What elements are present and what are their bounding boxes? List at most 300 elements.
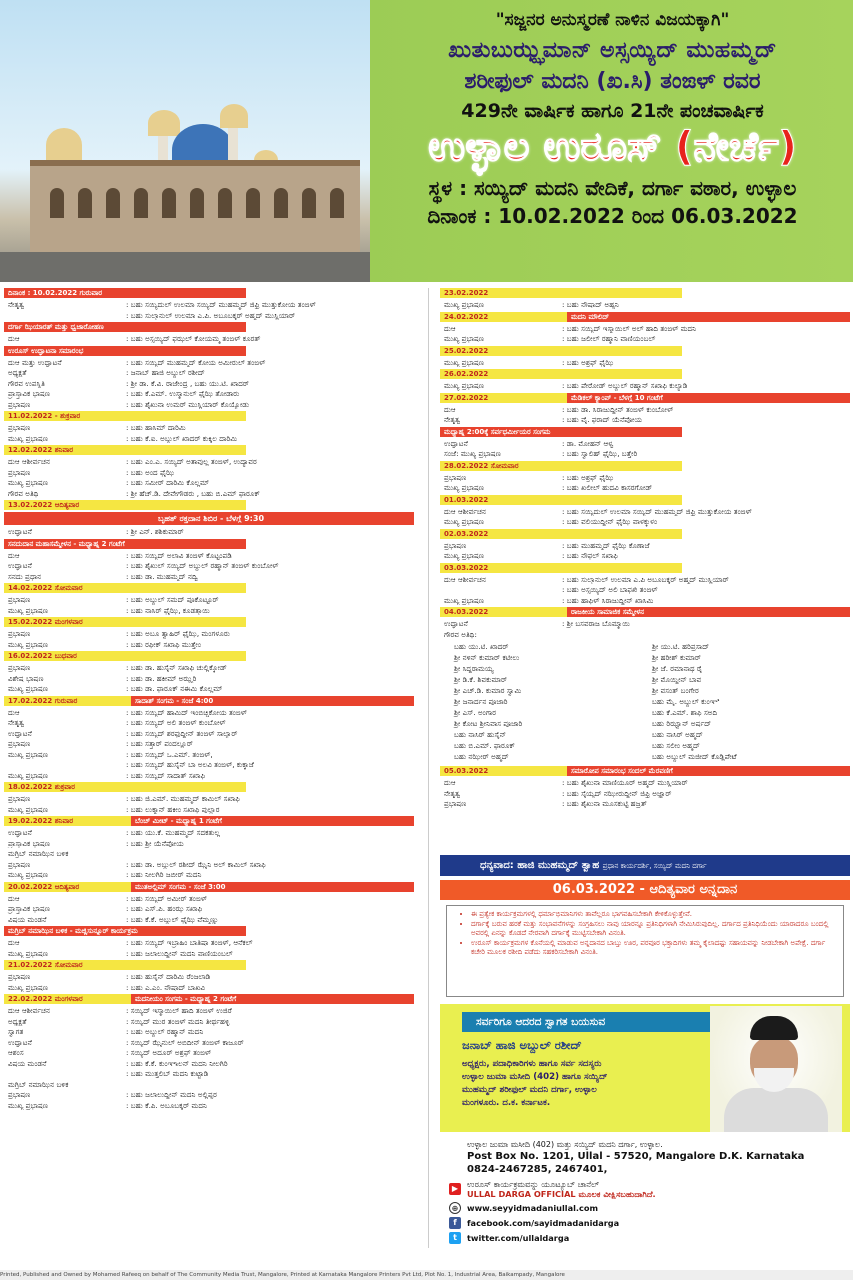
schedule-row bbox=[4, 717, 414, 728]
guest-name: ಶ್ರೀ ನಳಿನ್ ಕುಮಾರ್ ಕಟೀಲು bbox=[454, 653, 520, 662]
schedule-row bbox=[4, 560, 414, 571]
row-person: : ಬಹು ಸಯ್ಯಿದುಲ್ ಉಲಮಾ ಸಯ್ಯಿದ್ ಮುಹಮ್ಮದ್ ಜಿಫ್ರಿ ಮುತ್ತುಕೋಯ ತಂಙಳ್ bbox=[126, 300, 316, 309]
row-person: : ಬಹು ಸಯ್ಯಿದ್ ಹುಸೈನ್ ಬಾ ಅಲವಿ ತಂಙಳ್, ಕುಕ್ಕಾಜೆ bbox=[126, 760, 254, 769]
schedule-row bbox=[440, 299, 850, 310]
guest-name: ಬಹು ಅಬ್ದುಲ್ ಮಜೀದ್ ಕೊಡ್ಲಿಪೇಟೆ bbox=[652, 752, 737, 761]
guest-name: ಶ್ರೀ ಹರೀಶ್ ಕುಮಾರ್ bbox=[652, 653, 702, 662]
guest-name: ಬಹು ರಿಝ್ವಾನ್ ಅರ್ಷದ್ bbox=[652, 719, 712, 728]
row-role: ಪ್ರಭಾಷಣ bbox=[8, 423, 31, 432]
row-role: ದುಆ ಆಶೀರ್ವಚನ bbox=[8, 1006, 50, 1015]
schedule-row bbox=[4, 639, 414, 650]
print-footer: Printed, Published and Owned by Mohamed Rafeeq on behalf of The Community Media Trust, Mangalore, Printed at Karnataka Mangalore Printers Pvt Ltd, Plot No. 1, Industrial Area, Baikampady, Mangalore bbox=[0, 1270, 853, 1280]
row-role: ಮುಖ್ಯ ಪ್ರಭಾಷಣ bbox=[8, 770, 48, 780]
schedule-section bbox=[4, 696, 414, 781]
row-person: : ಬಹು ಲುಕ್ಮಾನ್ ಹಕೀಂ ಸಖಾಫಿ ಪುಲ್ಲಾರ bbox=[126, 804, 220, 814]
row-role: ದುಆ bbox=[444, 323, 456, 333]
schedule-row bbox=[440, 516, 850, 527]
section-date: 04.03.2022 bbox=[440, 607, 567, 617]
section-header bbox=[4, 882, 414, 892]
host-line: ಮಂಗಳೂರು. ದ.ಕ. ಕರ್ನಾಟಕ. bbox=[462, 1098, 551, 1108]
row-role: ಸಂಜೆ: ಮುಖ್ಯ ಪ್ರಭಾಷಣ bbox=[444, 449, 501, 458]
schedule-row bbox=[4, 422, 414, 433]
row-person: : ಬಹು ಡಾ. ಅಬ್ದುಲ್ ರಶೀದ್ ಝೈನಿ ಅಲ್ ಕಾಮಿಲ್ ಸಖಾಫಿ bbox=[126, 859, 266, 869]
schedule-row bbox=[4, 848, 414, 859]
schedule-row bbox=[4, 628, 414, 639]
row-role: ಪ್ರಭಾಷಣ bbox=[8, 859, 31, 869]
row-role: ಪ್ರಾಸ್ತಾವಿಕ ಭಾಷಣ bbox=[8, 904, 51, 913]
row-role bbox=[4, 310, 126, 321]
row-role: ಪ್ರಭಾಷಣ bbox=[444, 799, 467, 808]
schedule-section bbox=[4, 651, 414, 694]
host-name: ಜನಾಬ್ ಹಾಜಿ ಅಬ್ದುಲ್ ರಶೀದ್ bbox=[462, 1038, 582, 1052]
schedule-row bbox=[4, 550, 414, 561]
row-person: : ಸಯ್ಯಿದ್ ಅದೂರ್ ಅಶ್ರಫ್ ತಂಙಳ್ bbox=[126, 1048, 212, 1057]
schedule-section bbox=[4, 782, 414, 814]
twitter-icon: t bbox=[449, 1232, 461, 1244]
row-person: : ಬಹು ಸುಲ್ತಾನುಲ್ ಉಲಮಾ ಎ.ಪಿ. ಅಬೂಬಕ್ಕರ್ ಅಹ್ಮದ್ ಮುಸ್ಲಿಯಾರ್ bbox=[126, 310, 296, 320]
row-role: ದುಆ ಆಶೀರ್ವಚನ bbox=[8, 457, 50, 466]
row-person: : ಬಹು ಎಸ್.ಪಿ. ಹಂಝ ಸಖಾಫಿ bbox=[126, 904, 203, 913]
row-role: ಮುಖ್ಯ ಪ್ರಭಾಷಣ bbox=[444, 483, 484, 492]
welcome-title: ಸರ್ವರಿಗೂ ಆದರದ ಸ್ವಾಗತ ಬಯಸುವ bbox=[462, 1012, 712, 1032]
section-header: 21.02.2022 ಸೋಮವಾರ bbox=[4, 960, 246, 970]
schedule-section bbox=[440, 393, 850, 425]
schedule-row bbox=[4, 1058, 414, 1069]
saint-name-line2: ಶರೀಫುಲ್ ಮದನಿ (ಖ.ಸಿ) ತಂಙಳ್ ರವರ bbox=[464, 69, 761, 94]
row-role: ಆಶಂಸ bbox=[8, 1048, 24, 1057]
thanks-label: ಧನ್ಯವಾದ: ಹಾಜಿ ಮುಹಮ್ಮದ್ ತ್ವಾಹ bbox=[480, 860, 600, 871]
host-portrait bbox=[710, 1006, 842, 1132]
row-role: ಪ್ರಾಸ್ತಾವಿಕ ಭಾಷಣ bbox=[8, 389, 51, 398]
thanks-bar bbox=[440, 855, 850, 876]
schedule-row bbox=[440, 777, 850, 788]
row-person: : ಬಹು ಕೆ.ಕೆ. ಅಬ್ದುಲ್ ಫೈಝಿ ವೆಮ್ಮಣ್ಣು bbox=[126, 914, 219, 924]
contact-org: ಉಳ್ಳಾಲ ಜುಮಾ ಮಸೀದಿ (402) ಮತ್ತು ಸಯ್ಯಿದ್ ಮದನಿ ದರ್ಗಾ, ಉಳ್ಳಾಲ. bbox=[467, 1140, 663, 1149]
section-header bbox=[4, 816, 414, 826]
schedule-row bbox=[4, 1037, 414, 1048]
schedule-row bbox=[440, 788, 850, 799]
schedule-row bbox=[4, 707, 414, 718]
section-header: 23.02.2022 bbox=[440, 288, 682, 298]
row-role: ಮುಖ್ಯ ಪ್ರಭಾಷಣ bbox=[8, 870, 48, 879]
host-line: ಉಳ್ಳಾಲ ಜುಮಾ ಮಸೀದಿ (402) ಹಾಗೂ ಸಯ್ಯಿದ್ bbox=[462, 1072, 608, 1082]
row-person: : ಬಹು ಸಯ್ಯಿದ್ ಅಲಾವಿ ತಂಙಳ್ ಕೊಟ್ಟಂಪಡಿ bbox=[126, 550, 232, 560]
schedule-section bbox=[4, 500, 414, 510]
schedule-row bbox=[4, 477, 414, 488]
schedule-row bbox=[4, 903, 414, 914]
schedule-row bbox=[4, 683, 414, 694]
row-person: : ಶ್ರೀ ಹೆಚ್.ಡಿ. ದೇವೇಗೌಡರು , ಬಹು ಬಿ.ಎಮ್ ಫಾರೂಕ್ bbox=[126, 488, 260, 498]
guest-name: ಬಹು ನಝೀರ್ ಅಹ್ಮದ್ bbox=[454, 752, 509, 761]
row-person: : ಬಹು ಸಯ್ಯಿದುಲ್ ಉಲಮಾ ಸಯ್ಯಿದ್ ಮುಹಮ್ಮದ್ ಜಿಫ್ರಿ ಮುತ್ತುಕೋಯ ತಂಙಳ್ bbox=[562, 506, 752, 516]
row-person: : ಬಹು ನೀಲಗಿರಿ ಜಬೀರ್ ಮದನಿ bbox=[126, 870, 202, 879]
row-person: : ಜನಾಬ್ ಹಾಜಿ ಅಬ್ದುಲ್ ರಶೀದ್ bbox=[126, 368, 205, 377]
schedule-row bbox=[440, 506, 850, 517]
schedule-row bbox=[4, 299, 414, 310]
header-banner bbox=[0, 0, 853, 282]
host-line: ಅಧ್ಯಕ್ಷರು, ಪದಾಧಿಕಾರಿಗಳು ಹಾಗೂ ಸರ್ವ ಸದಸ್ಯರು bbox=[462, 1059, 602, 1069]
row-role: ಸನದು ಪ್ರಧಾನ bbox=[8, 571, 42, 581]
schedule-row bbox=[4, 662, 414, 673]
section-header: 03.03.2022 bbox=[440, 563, 682, 573]
row-person: : ಬಹು ಅಬೂ ತ್ವಾಹಿರ್ ಫೈಝಿ, ಮಂಗಳೂರು bbox=[126, 629, 230, 638]
row-person: : ಬಹು ಸಯ್ಯಿದ್ ಹಾಮಿದ್ ಇಂಬಿಚ್ಚಿಕೋಯ ತಂಙಳ್ bbox=[126, 707, 247, 717]
schedule-row bbox=[440, 629, 850, 640]
section-header: 26.02.2022 bbox=[440, 369, 682, 379]
section-header: ಮಧ್ಯಾಹ್ನ 2:00ಕ್ಕೆ ಸರ್ವಧರ್ಮೀಯರ ಸಂಗಮ bbox=[440, 427, 682, 437]
section-date: 22.02.2022 ಮಂಗಳವಾರ bbox=[4, 994, 131, 1004]
schedule-row bbox=[440, 323, 850, 334]
row-role: ದುಆ bbox=[8, 938, 20, 947]
schedule-row bbox=[4, 673, 414, 684]
schedule-row bbox=[4, 1005, 414, 1016]
schedule-row bbox=[4, 914, 414, 925]
row-person: : ಬಹು ಎಂ.ಎ. ಸಯ್ಯಿದ್ ಅತಾವುಲ್ಲ ತಂಙಳ್, ಉದ್ಯಾವರ bbox=[126, 457, 257, 466]
schedule-row bbox=[440, 357, 850, 368]
twitter-row[interactable] bbox=[449, 1232, 829, 1244]
section-event: ರಾಜಕೀಯ ಸಾಮಾಜಿಕ ಸಮ್ಮೇಳನ bbox=[567, 607, 850, 617]
row-role: ಮುಖ್ಯ ಪ್ರಭಾಷಣ bbox=[8, 982, 48, 992]
facebook-icon: f bbox=[449, 1217, 461, 1229]
row-person: : ಬಹು ಸಯ್ಯಿದ್ ಸಾದಾತ್ ಸಖಾಫಿ bbox=[126, 770, 206, 780]
section-header: 01.03.2022 bbox=[440, 495, 682, 505]
row-role: ಪ್ರಭಾಷಣ bbox=[8, 1090, 31, 1099]
host-line: ಮುಹಮ್ಮದ್ ಶರೀಫುಲ್ ಮದನಿ ದರ್ಗಾ, ಉಳ್ಳಾಲ bbox=[462, 1085, 597, 1095]
section-header: 18.02.2022 ಶುಕ್ರವಾರ bbox=[4, 782, 246, 792]
section-date: 05.03.2022 bbox=[440, 766, 567, 776]
twitter-link[interactable]: twitter.com/ullaldarga bbox=[467, 1233, 570, 1243]
note-item: • ದರ್ಗಾಕ್ಕೆ ಬರುವ ಹರಕೆ ಮತ್ತು ಸಂಭಾವನೆಗಳನ್ನು ಸಂಗ್ರಹಿಸಲು ನಾವು ಯಾರನ್ನೂ ಪ್ರತಿನಿಧಿಗಳಾಗಿ ನೇಮಿಸಿರುವುದಿಲ್ಲ. ದರ್ಗಾದ ಪ್ರತಿನಿಧಿಯೆಂದು ಯಾರಾದರೂ ಬಂದಲ್ಲಿ ಅವರಲ್ಲಿ ಏನನ್ನು ಕೊಡದೆ ನೇರವಾಗಿ ದರ್ಗಾಕ್ಕೆ ಮುಟ್ಟಿಸಬೇಕಾಗಿ ವಿನಂತಿ. bbox=[471, 920, 837, 939]
row-person: : ಶ್ರೀ ಎನ್. ಶಶಿಕುಮಾರ್ bbox=[126, 527, 184, 536]
section-date: 27.02.2022 bbox=[440, 393, 567, 403]
row-role: ನೇತೃತ್ವ bbox=[8, 300, 25, 309]
website-link[interactable]: www.seyyidmadaniullal.com bbox=[467, 1203, 599, 1213]
row-person: : ಬಹು ವೈ. ಫರಾದ್ ಯೆನೆಪೋಯ bbox=[562, 415, 643, 424]
section-header bbox=[440, 312, 850, 322]
row-role: ಉದ್ಘಾಟನೆ bbox=[444, 438, 468, 448]
row-role: ಪ್ರಭಾಷಣ bbox=[8, 739, 31, 748]
schedule-section bbox=[4, 960, 414, 992]
guest-name: ಬಹು ಯು.ಟಿ. ಖಾದರ್ bbox=[454, 642, 509, 651]
row-role: ದುಆ ಆಶೀರ್ವಚನ bbox=[444, 574, 486, 584]
row-role: ಪ್ರಭಾಷಣ bbox=[8, 595, 31, 604]
welcome-panel bbox=[440, 1004, 850, 1132]
row-role: ಮುಖ್ಯ ಪ್ರಭಾಷಣ bbox=[8, 478, 48, 487]
row-role: ಉದ್ಘಾಟನೆ bbox=[8, 561, 32, 570]
row-person: : ಬಹು ಜಲೀಲ್ ರಹ್ಮಾನಿ ವಾಣಿಯಂಬಲ್ bbox=[562, 334, 656, 343]
contact-address: Post Box No. 1201, Ullal - 57520, Mangalore D.K. Karnataka bbox=[467, 1151, 805, 1162]
section-event: ಮುತಅಲ್ಲಿಮ್ ಸಂಗಮ - ಸಂಜೆ 3:00 bbox=[131, 882, 414, 892]
row-person: : ಬಹು ಶೈಖುನಾ ಮಾಣಿಯೂರ್ ಅಹ್ಮದ್ ಮುಸ್ಲಿಯಾರ್ bbox=[562, 778, 688, 787]
schedule-row bbox=[4, 1068, 414, 1079]
schedule-row bbox=[4, 456, 414, 467]
section-header: ದರ್ಗಾ ಝಿಯಾರತ್ ಮತ್ತು ಧ್ವಜಾರೋಹಣ bbox=[4, 322, 246, 332]
row-role: ಮುಖ್ಯ ಪ್ರಭಾಷಣ bbox=[8, 605, 48, 615]
row-person: : ಬಹು ಜಲಾಲುದ್ದೀನ್ ಮದನಿ ಅಲ್ಲಿಪ್ಪರ bbox=[126, 1090, 217, 1099]
guest-col bbox=[652, 641, 850, 762]
row-person: : ಬಹು ಹಾಫಿಳ್ ಸಿರಾಜುದ್ದೀನ್ ಖಾಸಿಮಿ bbox=[562, 595, 654, 605]
row-role: ನೇತೃತ್ವ bbox=[444, 415, 461, 424]
row-person: : ಬಹು ವಲಿಯುದ್ದೀನ್ ಫೈಝಿ ವಾಳಕ್ಕುಳಂ bbox=[562, 517, 658, 526]
row-person: : ಬಹು ಡಾ. ಮುಹಮ್ಮದ್ ನದ್ವಿ bbox=[126, 571, 198, 581]
section-header: 13.02.2022 ಆದಿತ್ಯವಾರ bbox=[4, 500, 246, 510]
schedule-row bbox=[4, 388, 414, 399]
youtube-line2: ULLAL DARGA OFFICIAL ಮೂಲಕ ವೀಕ್ಷಿಸಬಹುದಾಗಿದೆ. bbox=[467, 1189, 656, 1199]
row-person: : ಶ್ರೀ ಡಾ. ಕೆ.ವಿ. ರಾಜೇಂದ್ರ , ಬಹು ಯು.ಟಿ. ಖಾದರ್ bbox=[126, 378, 250, 388]
schedule-section bbox=[4, 512, 414, 537]
row-role: ನೇತೃತ್ವ bbox=[444, 788, 461, 798]
row-person: : ಬಹು ಜಿ.ಎಮ್. ಮುಹಮ್ಮದ್ ಕಾಮಿಲ್ ಸಖಾಫಿ bbox=[126, 794, 240, 803]
schedule-row bbox=[4, 971, 414, 982]
schedule-row bbox=[440, 540, 850, 551]
row-role bbox=[4, 759, 126, 770]
facebook-row[interactable] bbox=[449, 1217, 829, 1229]
schedule-row bbox=[440, 618, 850, 629]
row-person: : ಬಹು ಸತ್ತಾರ್ ಪಂದಲ್ಲೂರ್ bbox=[126, 739, 193, 748]
schedule-row bbox=[4, 793, 414, 804]
guest-name: ಬಹು ಬಿ.ಎಮ್. ಫಾರೂಕ್ bbox=[454, 741, 515, 750]
section-date: 20.02.2022 ಆದಿತ್ಯವಾರ bbox=[4, 882, 131, 892]
schedule-row bbox=[4, 378, 414, 389]
row-role: ಮುಖ್ಯ ಪ್ರಭಾಷಣ bbox=[444, 334, 484, 343]
section-header: ಉರೂಸ್ ಉದ್ಘಾಟನಾ ಸಮಾರಂಭ bbox=[4, 346, 246, 356]
schedule-row bbox=[4, 357, 414, 368]
row-person: : ಬಹು ಸುಲ್ತಾನುಲ್ ಉಲಮಾ ಎ.ಪಿ ಅಬೂಬಕ್ಕರ್ ಅಹ್ಮದ್ ಮುಸ್ಲಿಯಾರ್ bbox=[562, 574, 729, 584]
row-person: : ಬಹು ಡಾ. ಸಿರಾಜುದ್ದೀನ್ ತಂಙಳ್ ಕುಂಬೋಳ್ bbox=[562, 404, 674, 414]
schedule-section bbox=[4, 583, 414, 615]
schedule-row bbox=[440, 550, 850, 561]
row-role: ಪ್ರಭಾಷಣ bbox=[8, 399, 31, 409]
row-role: ದುಆ bbox=[8, 550, 20, 560]
section-date: 19.02.2022 ಶನಿವಾರ bbox=[4, 816, 131, 826]
event-dates: ದಿನಾಂಕ : 10.02.2022 ರಿಂದ 06.03.2022 bbox=[427, 204, 798, 228]
schedule-row bbox=[4, 433, 414, 444]
row-person: : ಸಯ್ಯಿದ್ ಮುರ ತಂಙಳ್ ಮದನಿ ತೀರ್ಥಹಳ್ಳಿ bbox=[126, 1016, 230, 1026]
section-header: ದಿನಾಂಕ : 10.02.2022 ಗುರುವಾರ bbox=[4, 288, 246, 298]
schedule-section bbox=[4, 411, 414, 443]
row-person: : ಬಹು ಸಯ್ಯಿದ್ ಇಸ್ಮಾಯಿಲ್ ಅಲ್ ಹಾದಿ ತಂಙಳ್ ಮದನಿ bbox=[562, 323, 697, 333]
schedule-row bbox=[4, 859, 414, 870]
row-role: ಮುಖ್ಯ ಪ್ರಭಾಷಣ bbox=[444, 517, 484, 526]
row-role: ಸ್ವಾಗತ bbox=[8, 1027, 24, 1036]
row-person: : ಬಹು ಅಬ್ದುಲ್ ಸಮದ್ ಪೂಕೊಟ್ಟೂರ್ bbox=[126, 595, 219, 604]
row-role: ಉದ್ಘಾಟನೆ bbox=[444, 619, 468, 628]
schedule-row bbox=[4, 749, 414, 760]
row-person: : ಬಹು ಸಯ್ಯಿದ್ ಶರಫುದ್ದೀನ್ ತಂಙಳ್ ಸಾಲ್ಯಾರ್ bbox=[126, 728, 238, 738]
row-person: : ಸಯ್ಯಿದ್ ಇಸ್ಮಾಯಿಲ್ ಹಾದಿ ತಂಙಳ್ ಉಜಿರೆ bbox=[126, 1006, 232, 1015]
row-person: : ಸಯ್ಯಿದ್ ಝೈನುಲ್ ಅಬಿದೀನ್ ತಂಙಳ್ ಕಾಜೂರ್ bbox=[126, 1037, 244, 1047]
row-role: ದುಆ bbox=[8, 893, 20, 903]
row-person: : ಬಹು ಅಬ್ದುಲ್ ರಹ್ಮಾನ್ ಮದನಿ bbox=[126, 1027, 204, 1036]
schedule-row bbox=[4, 738, 414, 749]
row-person: : ಬಹು ಡಾ. ಹುಸೈನ್ ಸಖಾಫಿ ಚುಲ್ಲಿಕ್ಕೋಡ್ bbox=[126, 663, 227, 672]
facebook-link[interactable]: facebook.com/sayidmadanidarga bbox=[467, 1218, 620, 1228]
section-header bbox=[440, 607, 850, 617]
section-header bbox=[4, 994, 414, 1004]
schedule-row bbox=[4, 1100, 414, 1111]
schedule-section bbox=[4, 445, 414, 498]
schedule-section bbox=[440, 369, 850, 391]
row-person: : ಬಹು ಅಸ್ಸಯ್ಯಿದ್ ಅಲಿ ಬಾಫಖಿ ತಂಙಳ್ bbox=[562, 585, 658, 594]
section-event: ಸಾದಾತ್ ಸಂಗಮ - ಸಂಜೆ 4:00 bbox=[131, 696, 414, 706]
row-person: : ಬಹು ಸಯ್ಯಿದ್ ಒ.ಎಮ್. ತಂಙಳ್, bbox=[126, 749, 213, 759]
schedule-row bbox=[4, 728, 414, 739]
guest-name: ಬಹು ಸಲೀಂ ಅಹ್ಮದ್ bbox=[652, 741, 701, 750]
row-role: ಮುಖ್ಯ ಪ್ರಭಾಷಣ bbox=[8, 749, 48, 759]
row-role: ಅಧ್ಯಕ್ಷತೆ bbox=[8, 368, 27, 377]
youtube-icon: ▶ bbox=[449, 1183, 461, 1195]
row-person: : ಬಹು ಕೆ.ಐ. ಅಬ್ದುಲ್ ಖಾದರ್ ಕುಕ್ಕಿಲ ದಾರಿಮಿ bbox=[126, 433, 238, 443]
schedule-row bbox=[4, 804, 414, 815]
saint-name-line1: ಖುತುಬುಝ್ಝಮಾನ್ ಅಸ್ಸಯ್ಯಿದ್ ಮುಹಮ್ಮದ್ bbox=[448, 38, 777, 63]
section-event: ಸಮಾರೋಪ ಸಮಾರಂಭ ಸಂದಲ್ ಮೆರವಣಿಗೆ bbox=[567, 766, 850, 776]
section-header: 16.02.2022 ಬುಧವಾರ bbox=[4, 651, 246, 661]
row-role: ಮುಖ್ಯ ಪ್ರಭಾಷಣ bbox=[8, 639, 48, 649]
row-role: ಉದ್ಘಾಟನೆ bbox=[8, 1037, 32, 1047]
guest-name: ಶ್ರೀ ಯು.ಟಿ. ಹರಿಪ್ರಸಾದ್ bbox=[652, 642, 710, 651]
row-role: ಮುಖ್ಯ ಪ್ರಭಾಷಣ bbox=[8, 684, 48, 693]
section-header bbox=[440, 766, 850, 776]
schedule-section bbox=[440, 288, 850, 310]
schedule-row bbox=[4, 467, 414, 478]
schedule-right-column bbox=[440, 288, 850, 811]
schedule-row bbox=[4, 488, 414, 499]
row-role: ಮುಖ್ಯ ಪ್ರಭಾಷಣ bbox=[444, 381, 484, 390]
row-person: : ಬಹು ಕೆ.ಎಮ್. ಉಸ್ಮಾನುಲ್ ಫೈಝಿ ತೋಡಾರು bbox=[126, 389, 240, 398]
guest-name: ಶ್ರೀ ವಸಂತ್ ಬಂಗೇರ bbox=[652, 686, 699, 695]
row-role: ಮುಖ್ಯ ಪ್ರಭಾಷಣ bbox=[8, 1100, 48, 1110]
row-role: ದುಆ bbox=[8, 707, 20, 717]
row-role: ಮಗ್ರಿಬ್ ನಮಾಝಿನ ಬಳಿಕ bbox=[8, 849, 69, 858]
schedule-row bbox=[440, 472, 850, 483]
row-role: ಪ್ರಭಾಷಣ bbox=[8, 794, 31, 803]
row-role: ಮುಖ್ಯ ಪ್ರಭಾಷಣ bbox=[444, 595, 484, 605]
row-role: ಪ್ರಭಾಷಣ bbox=[444, 472, 467, 482]
row-person: : ಬಹು ಹಾಸಿಮ್ ದಾರಿಮಿ bbox=[126, 423, 186, 432]
schedule-row bbox=[440, 380, 850, 391]
schedule-section bbox=[4, 994, 414, 1110]
schedule-section bbox=[4, 346, 414, 410]
row-person: : ಬಹು ಸಮೀರ್ ದಾರಿಮಿ ಕೊಲ್ಲಮ್ bbox=[126, 478, 210, 487]
row-person: : ಬಹು ಶೈಖುನಾ ಉಮರ್ ಮುಸ್ಲಿಯಾರ್ ಕೊಯ್ಯೋಡು bbox=[126, 399, 250, 409]
row-role: ದುಆ ಮತ್ತು ಉದ್ಘಾಟನೆ bbox=[8, 357, 62, 367]
section-header: 12.02.2022 ಶನಿವಾರ bbox=[4, 445, 246, 455]
row-person: : ಬಹು ಸಯ್ಯಿದ್ ಅಲಿ ತಂಙಳ್ ಕುಂಬೋಳ್ bbox=[126, 718, 226, 727]
schedule-section bbox=[4, 322, 414, 344]
youtube-text bbox=[467, 1179, 656, 1199]
schedule-row bbox=[4, 399, 414, 410]
row-person: : ಬಹು ಸಯ್ಯಿದ್ ಮುಹಮ್ಮದ್ ಕೋಯ ಅಮೀರುಲ್ ತಂಙಳ್ bbox=[126, 357, 266, 367]
website-row[interactable] bbox=[449, 1202, 829, 1214]
row-person: : ಬಹು ಕೆ.ಪಿ. ಅಬೂಬಕ್ಕರ್ ಮದನಿ bbox=[126, 1100, 207, 1110]
section-event: ಬೆಂಚ್ ಮೀಟ್ - ಮಧ್ಯಾಹ್ನ 1 ಗಂಟೆಗೆ bbox=[131, 816, 414, 826]
section-header: ಸನದುದಾನ ಮಹಾಸಮ್ಮೇಳನ - ಮಧ್ಯಾಹ್ನ 2 ಗಂಟೆಗೆ bbox=[4, 539, 246, 549]
schedule-section bbox=[440, 495, 850, 527]
section-event: ಮೆಡಿಕಲ್ ಕ್ಯಾಂಪ್ - ಬೆಳಗ್ಗೆ 10 ಗಂಟೆಗೆ bbox=[567, 393, 850, 403]
row-role: ಮುಖ್ಯ ಪ್ರಭಾಷಣ bbox=[444, 300, 484, 309]
guest-name: ಶ್ರೀ ಜೆ. ರಮಾನಾಥ ರೈ bbox=[652, 664, 703, 673]
schedule-row bbox=[440, 584, 850, 595]
schedule-row bbox=[4, 310, 414, 321]
row-person: : ಬಹು ಯು.ಕೆ. ಮುಹಮ್ಮದ್ ಸದಕತುಲ್ಲ bbox=[126, 828, 220, 837]
schedule-row bbox=[4, 526, 414, 537]
note-item: • ಉರೂಸ್ ಕಾರ್ಯಕ್ರಮಗಳ ಕೊನೆಯಲ್ಲಿ ಮಾಡುವ ಅನ್ನದಾನದ ಬಾಬ್ತು ಊರ, ಪರವೂರ ಭಕ್ತಾದಿಗಳು ತಮ್ಮ ಕೈಲಾದಷ್ಟು ಸಹಾಯವನ್ನು ನೀಡಬೇಕಾಗಿ ಅಪೇಕ್ಷೆ. ದರ್ಗಾ ಕಚೇರಿ ಮೂಲಕ ರಶೀದಿ ಪಡೆದು ಸಹಕರಿಸಬೇಕಾಗಿ ವಿನಂತಿ. bbox=[471, 939, 837, 958]
row-person: : ಬಹು ನಾಸಿರ್ ಫೈಝಿ, ಕೂಡತ್ತಾಯಿ bbox=[126, 605, 210, 615]
row-person: : ಬಹು ಮುತ್ತಲಿಬ್ ಮದನಿ ಕುಟ್ಟಾಡಿ bbox=[126, 1069, 209, 1078]
schedule-row bbox=[4, 759, 414, 770]
row-role: ಪ್ರಭಾಷಣ bbox=[8, 972, 31, 981]
row-role: ದುಆ bbox=[444, 404, 456, 414]
schedule-row bbox=[4, 948, 414, 959]
schedule-row bbox=[4, 1026, 414, 1037]
guest-name: ಶ್ರೀ ಕೋಟ ಶ್ರೀನಿವಾಸ ಪೂಜಾರಿ bbox=[454, 719, 523, 728]
section-header bbox=[4, 696, 414, 706]
schedule-section bbox=[440, 312, 850, 344]
row-person: : ಬಹು ಎ.ಎಂ. ನೌಷಾದ್ ಬಾಖವಿ bbox=[126, 982, 206, 992]
section-date: 17.02.2022 ಗುರುವಾರ bbox=[4, 696, 131, 706]
venue: ಸ್ಥಳ : ಸಯ್ಯಿದ್ ಮದನಿ ವೇದಿಕೆ, ದರ್ಗಾ ವಠಾರ, ಉಳ್ಳಾಲ bbox=[428, 176, 797, 200]
section-header bbox=[440, 393, 850, 403]
row-role: ಗೌರವ ಅತಿಥಿ: bbox=[444, 629, 477, 639]
schedule-section bbox=[4, 288, 414, 320]
schedule-row bbox=[440, 333, 850, 344]
schedule-row bbox=[4, 333, 414, 344]
schedule-section bbox=[440, 346, 850, 368]
guest-col bbox=[454, 641, 652, 762]
section-header: 15.02.2022 ಮಂಗಳವಾರ bbox=[4, 617, 246, 627]
row-person: : ಬಹು ಸಯ್ಯಿದ್ ಅಮೀರ್ ತಂಙಳ್ bbox=[126, 893, 208, 903]
row-role: ಮುಖ್ಯ ಪ್ರಭಾಷಣ bbox=[444, 357, 484, 367]
row-role: ಉದ್ಘಾಟನೆ bbox=[8, 527, 32, 536]
schedule-section bbox=[4, 926, 414, 958]
row-person: : ಬಹು ಅಶ್ರಫ್ ಫೈಝಿ bbox=[562, 472, 614, 482]
host-details bbox=[462, 1058, 717, 1110]
row-person: : ಬಹು ಅಂದ ಫೈಝಿ bbox=[126, 467, 175, 477]
row-person bbox=[126, 1079, 414, 1090]
row-person: : ಬಹು ಕೆ.ಕೆ. ಕುಂಞಾಲನ್ ಮದನಿ ನೀಲಗಿರಿ bbox=[126, 1058, 228, 1068]
row-role: ಪ್ರಭಾಷಣ bbox=[8, 467, 31, 477]
row-person: : ಬಹು ಶ್ರೀ ಯೆನೆಪೋಯ bbox=[126, 838, 184, 848]
row-role: ಗೌರವ ಅತಿಥಿ bbox=[8, 488, 39, 498]
row-person: : ಬಹು ನೌಫಲ್ ಸಖಾಫಿ bbox=[562, 551, 618, 560]
row-role: ಮುಖ್ಯ ಪ್ರಭಾಷಣ bbox=[8, 804, 48, 814]
anniversary-line: 429ನೇ ವಾರ್ಷಿಕ ಹಾಗೂ 21ನೇ ಪಂಚವಾರ್ಷಿಕ bbox=[461, 100, 764, 122]
header-text bbox=[375, 6, 850, 228]
row-person: : ಬಹು ಶೈಖುನಾ ಮೂಸಕುಟ್ಟಿ ಹಜ್ರತ್ bbox=[562, 799, 647, 808]
guest-name: ಬಹು ನಾಸಿರ್ ಹುಸೈನ್ bbox=[454, 730, 507, 739]
guest-name: ಶ್ರೀ ಮೊಯ್ದೀನ್ ಬಾವ bbox=[652, 675, 702, 684]
schedule-row bbox=[440, 404, 850, 415]
row-person: : ಬಹು ಹುಸೈನ್ ದಾರಿಮಿ ರೆಂಜಲಾಡಿ bbox=[126, 972, 211, 981]
section-header: 25.02.2022 bbox=[440, 346, 682, 356]
guest-name: ಶ್ರೀ ಸಿದ್ದರಾಮಯ್ಯ bbox=[454, 664, 494, 673]
row-person: : ಬಹು ಸೈಯ್ಯದ್ ನಝೀರುದ್ದೀನ್ ಜಿಫ್ರಿ ಅಜ್ಞಾರ್ bbox=[562, 788, 672, 798]
youtube-row[interactable] bbox=[449, 1179, 829, 1199]
row-person: : ಡಾ. ಮೋಹನ್ ಆಳ್ವ bbox=[562, 438, 614, 448]
guest-name: ಶ್ರೀ ಎಚ್.ಡಿ. ಕುಮಾರ ಸ್ವಾಮಿ bbox=[454, 686, 522, 695]
schedule-row bbox=[4, 770, 414, 781]
schedule-row bbox=[440, 448, 850, 459]
row-role: ಮುಖ್ಯ ಪ್ರಭಾಷಣ bbox=[444, 551, 484, 560]
row-person: : ಬಹು ಡಾ. ಫಾರೂಕ್ ನಈಮಿ ಕೊಲ್ಲಮ್ bbox=[126, 684, 223, 693]
section-header: ಬೃಹತ್ ರಕ್ತದಾನ ಶಿಬಿರ - ಬೆಳಗ್ಗೆ 9:30 bbox=[4, 512, 414, 525]
row-role: ಪ್ರಭಾಷಣ bbox=[8, 663, 31, 672]
row-role: ಗೌರವ ಉಪಸ್ಥಿತಿ bbox=[8, 378, 45, 388]
thanks-sub: ಪ್ರಧಾನ ಕಾರ್ಯದರ್ಶಿ, ಸಯ್ಯಿದ್ ಮದನಿ ದರ್ಗಾ bbox=[602, 862, 707, 870]
schedule-row bbox=[4, 937, 414, 948]
schedule-section bbox=[440, 766, 850, 809]
schedule-section bbox=[440, 461, 850, 493]
